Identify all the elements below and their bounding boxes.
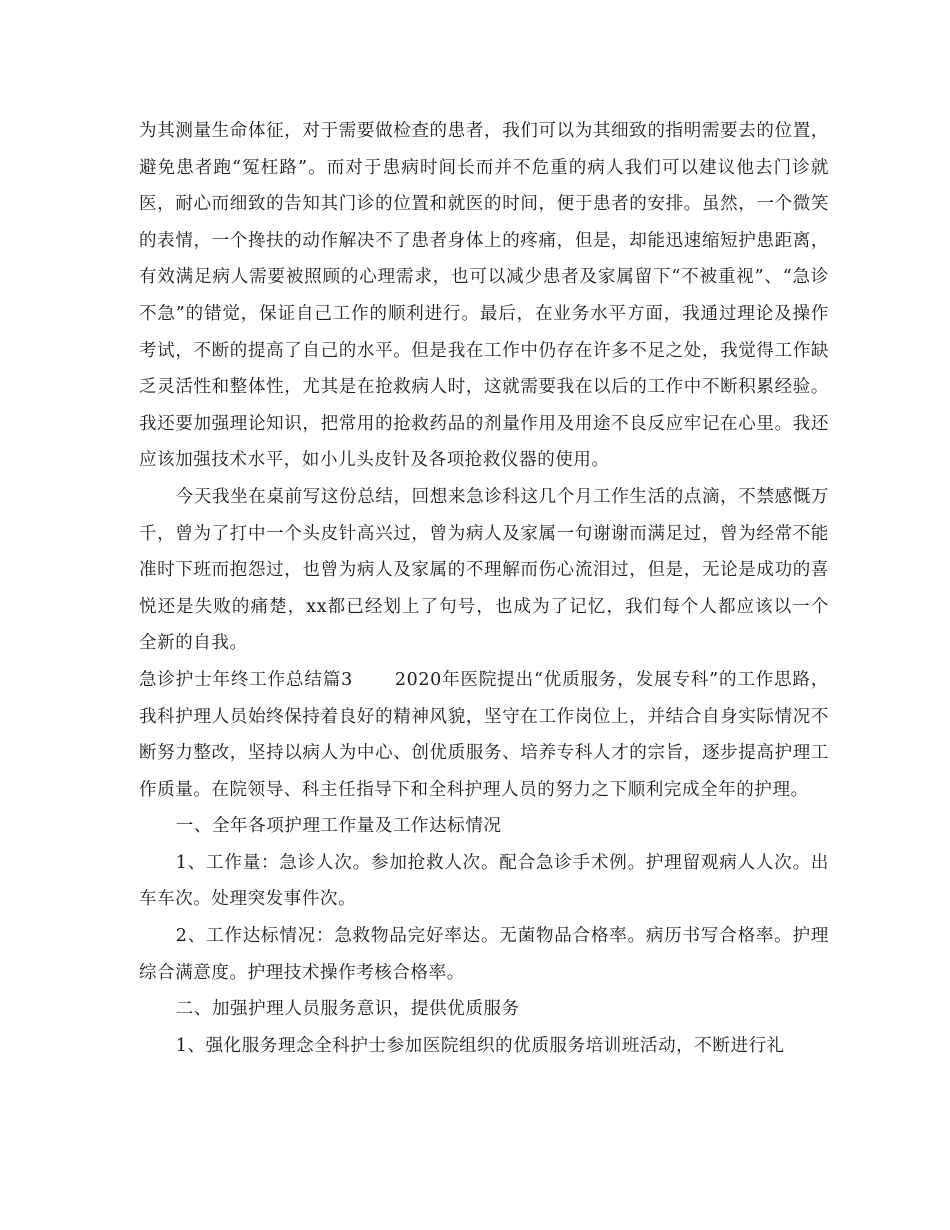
list-item-standards: 2、工作达标情况：急救物品完好率达。无菌物品合格率。病历书写合格率。护理综合满意度。护理技术操作考核合格率。: [139, 926, 829, 983]
document-body: [139, 113, 829, 1064]
paragraph-reflection: 今天我坐在桌前写这份总结，回想来急诊科这几个月工作生活的点滴，不禁感慨万千，曾为了打中一个头皮针高兴过，曾为病人及家属一句谢谢而满足过，曾为经常不能准时下班而抱怨过，也曾为病人及家属的不理解而伤心流泪过，但是，无论是成功的喜悦还是失败的痛楚，xx都已经划上了句号，也成为了记忆，我们每个人都应该以一个全新的自我。: [139, 486, 829, 654]
heading-service-awareness: 二、加强护理人员服务意识，提供优质服务: [175, 999, 520, 1020]
heading-workload: 一、全年各项护理工作量及工作达标情况: [175, 816, 502, 837]
section-intro: 2020年医院提出“优质服务，发展专科”的工作思路，我科护理人员始终保持着良好的精神风貌，坚守在工作岗位上，并结合自身实际情况不断努力整改，坚持以病人为中心、创优质服务、培养专科人才的宗旨，逐步提高护理工作质量。在院领导、科主任指导下和全科护理人员的努力之下顺利完成全年的护理。: [139, 669, 829, 800]
list-item-workload: 1、工作量：急诊人次。参加抢救人次。配合急诊手术例。护理留观病人人次。出车车次。处理突发事件次。: [139, 852, 829, 910]
section-intro-paragraph: [139, 662, 829, 808]
paragraph-patient-guidance: 为其测量生命体征，对于需要做检查的患者，我们可以为其细致的指明需要去的位置，避免患者跑“冤枉路”。而对于患病时间长而并不危重的病人我们可以建议他去门诊就医，耐心而细致的告知其门诊的位置和就医的时间，便于患者的安排。虽然，一个微笑的表情，一个搀扶的动作解决不了患者身体上的疼痛，但是，却能迅速缩短护患距离，有效满足病人需要被照顾的心理需求，也可以减少患者及家属留下“不被重视”、“急诊不急”的错觉，保证自己工作的顺利进行。最后，在业务水平方面，我通过理论及操作考试，不断的提高了自己的水平。但是我在工作中仍存在许多不足之处，我觉得工作缺乏灵活性和整体性，尤其是在抢救病人时，这就需要我在以后的工作中不断积累经验。我还要加强理论知识，把常用的抢救药品的剂量作用及用途不良反应牢记在心里。我还应该加强技术水平，如小儿头皮针及各项抢救仪器的使用。: [139, 121, 829, 471]
list-item-service-concept: 1、强化服务理念全科护士参加医院组织的优质服务培训班活动，不断进行礼: [175, 1035, 785, 1056]
section-title: 急诊护士年终工作总结篇3: [139, 669, 353, 690]
